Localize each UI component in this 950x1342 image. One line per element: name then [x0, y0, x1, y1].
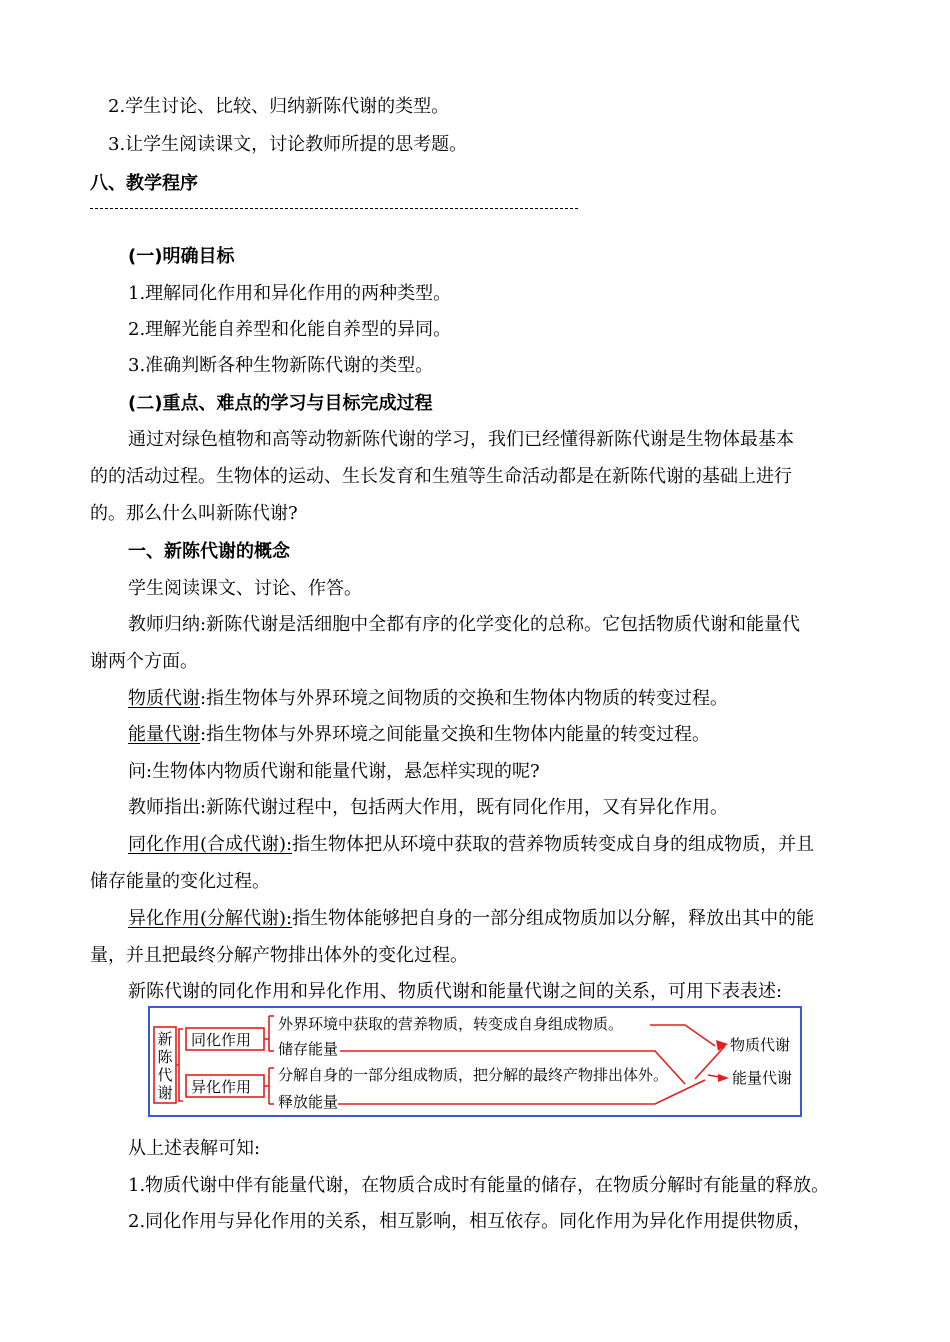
heading-goals: (一)明确目标: [128, 246, 235, 267]
term-energy: 能量代谢: [128, 724, 200, 745]
anabolism-text-1: 外界环境中获取的营养物质，转变成自身组成物质。: [278, 1015, 624, 1033]
root-char-4: 谢: [157, 1084, 173, 1102]
catabolism-label: 异化作用: [191, 1078, 252, 1096]
line-2: 3.让学生阅读课文，讨论教师所提的思考题。: [108, 134, 468, 155]
goal-3: 3.准确判断各种生物新陈代谢的类型。: [128, 355, 434, 376]
goal-2: 2.理解光能自养型和化能自养型的异同。: [128, 319, 452, 340]
para-3-line-2: 谢两个方面。: [90, 651, 198, 672]
def-anabolism-line-2: 储存能量的变化过程。: [90, 871, 270, 892]
term-anabolism: 同化作用(合成代谢):: [128, 834, 293, 855]
diagram-svg: [150, 1008, 800, 1115]
heading-process: (二)重点、难点的学习与目标完成过程: [128, 393, 433, 414]
def-material: [128, 688, 728, 710]
root-char-3: 代: [157, 1066, 173, 1084]
root-bracket: [179, 1029, 183, 1101]
para-1-line-2: 的的活动过程。生物体的运动、生长发育和生殖等生命活动都是在新陈代谢的基础上进行: [90, 466, 792, 487]
term-material: 物质代谢: [128, 688, 200, 709]
section-heading-8: 八、教学程序: [90, 173, 198, 194]
dashed-divider: [90, 208, 578, 209]
line-1: 2.学生讨论、比较、归纳新陈代谢的类型。: [108, 96, 450, 117]
para-3-line-1: 教师归纳:新陈代谢是活细胞中全都有序的化学变化的总称。它包括物质代谢和能量代: [128, 614, 801, 635]
def-material-text: :指生物体与外界环境之间物质的交换和生物体内物质的转变过程。: [200, 688, 729, 709]
metabolism-diagram: [148, 1006, 802, 1117]
root-char-2: 陈: [157, 1048, 173, 1066]
def-energy: [128, 724, 710, 746]
anabolism-label: 同化作用: [191, 1031, 252, 1049]
heading-concept: 一、新陈代谢的概念: [128, 541, 290, 562]
para-1-line-3: 的。那么什么叫新陈代谢?: [90, 503, 298, 524]
para-4: 教师指出:新陈代谢过程中，包括两大作用，既有同化作用，又有异化作用。: [128, 797, 729, 818]
catabolism-text-2: 释放能量: [278, 1093, 339, 1111]
arrow-material-2: [695, 1046, 725, 1079]
def-catabolism-line-2: 量，并且把最终分解产物排出体外的变化过程。: [90, 945, 468, 966]
para-1-line-1: 通过对绿色植物和高等动物新陈代谢的学习，我们已经懂得新陈代谢是生物体最基本: [128, 429, 794, 450]
def-energy-text: :指生物体与外界环境之间能量交换和生物体内能量的转变过程。: [200, 724, 711, 745]
def-catabolism-text: 指生物体能够把自身的一部分组成物质加以分解，释放出其中的能: [292, 908, 815, 929]
anabolism-text-2: 储存能量: [278, 1040, 339, 1058]
conclusion-2: 2.同化作用与异化作用的关系，相互影响，相互依存。同化作用为异化作用提供物质，: [128, 1211, 812, 1232]
question: 问:生物体内物质代谢和能量代谢，悬怎样实现的呢?: [128, 761, 540, 782]
def-anabolism: [128, 834, 814, 856]
def-catabolism: [128, 908, 814, 930]
def-anabolism-text: 指生物体把从环境中获取的营养物质转变成自身的组成物质，并且: [292, 834, 815, 855]
arrow-material-1: [650, 1025, 715, 1046]
energy-metabolism-label: 能量代谢: [732, 1069, 793, 1087]
para-2: 学生阅读课文、讨论、作答。: [128, 578, 362, 599]
para-6: 从上述表解可知:: [128, 1138, 261, 1159]
term-catabolism: 异化作用(分解代谢):: [128, 908, 293, 929]
para-5: 新陈代谢的同化作用和异化作用、物质代谢和能量代谢之间的关系，可用下表表述:: [128, 981, 783, 1002]
catabolism-text-1: 分解自身的一部分组成物质，把分解的最终产物排出体外。: [278, 1066, 669, 1084]
material-metabolism-label: 物质代谢: [730, 1036, 791, 1054]
root-char-1: 新: [157, 1030, 173, 1048]
conclusion-1: 1.物质代谢中伴有能量代谢，在物质合成时有能量的储存，在物质分解时有能量的释放。: [128, 1175, 830, 1196]
goal-1: 1.理解同化作用和异化作用的两种类型。: [128, 283, 452, 304]
